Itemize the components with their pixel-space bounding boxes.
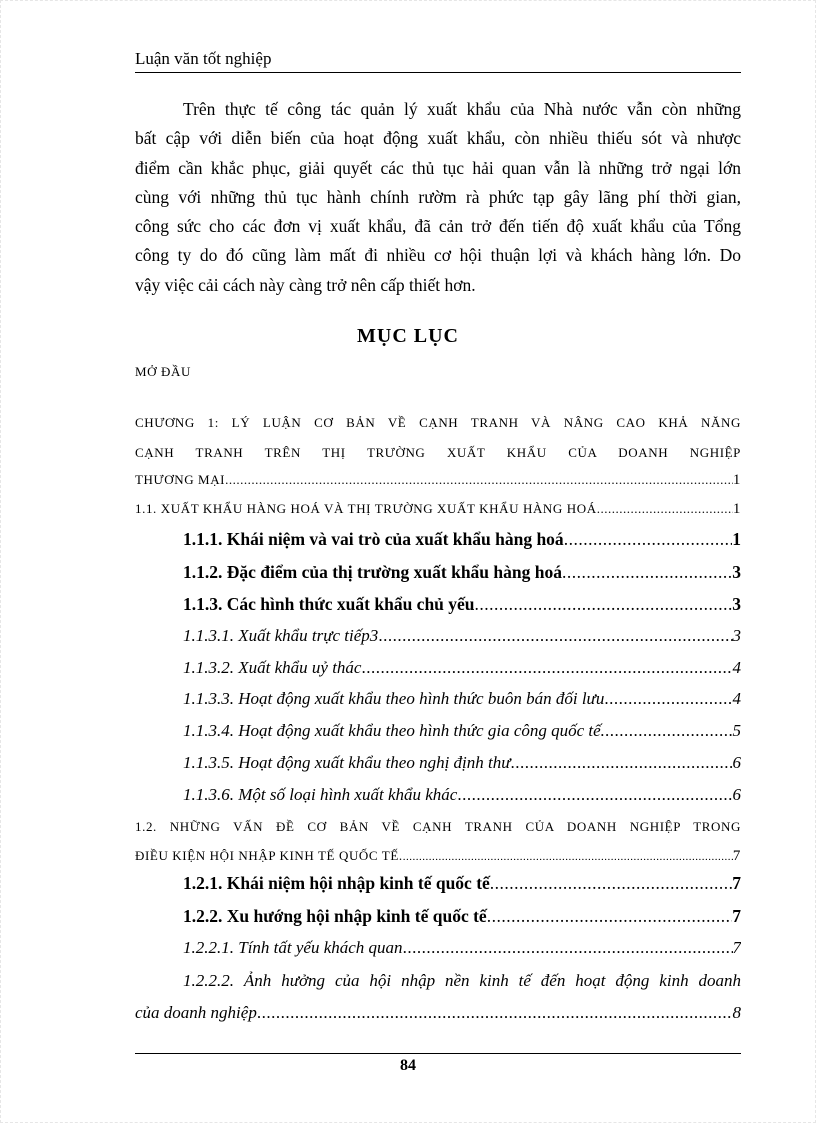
toc-entry-1-2-1[interactable]: 1.2.1. Khái niệm hội nhập kinh tế quốc tế ..... 7	[183, 873, 741, 894]
page-number: 84	[400, 1057, 416, 1074]
toc-entry-1-1-2[interactable]: 1.1.2. Đặc điểm của thị trường xuất khẩu hàng hoá ..... 3	[183, 562, 741, 583]
toc-title: MỤC LỤC	[357, 325, 459, 347]
toc-entry-1-1-3-4[interactable]: 1.1.3.4. Hoạt động xuất khẩu theo hình thức gia công quốc tế. ..... 5	[183, 721, 741, 741]
toc-entry-1-2-2-2-line1[interactable]: 1.2.2.2. Ảnh hưởng của hội nhập nền kinh tế đến hoạt động kinh doanh	[183, 971, 741, 990]
running-header: Luận văn tốt nghiệp	[135, 48, 741, 73]
toc-entry-1-1-3-2[interactable]: 1.1.3.2. Xuất khẩu uỷ thác ..... 4	[183, 658, 741, 678]
intro-line-2: bất cập với diễn biến của hoạt động xuất khẩu, còn nhiều thiếu sót và nhược	[135, 128, 741, 149]
intro-line-6: công ty do đó cũng làm mất đi nhiều cơ hội thuận lợi và khách hàng lớn. Do	[135, 245, 741, 266]
footer-rule	[135, 1053, 741, 1054]
intro-line-3: điểm cần khắc phục, giải quyết các thủ tục hải quan vẫn là những trở ngại lớn	[135, 157, 741, 178]
toc-entry-1-2-line2[interactable]: ĐIỀU KIỆN HỘI NHẬP KINH TẾ QUỐC TẾ. ..... 7	[135, 848, 741, 865]
toc-entry-1-2-2-2-line2[interactable]: của doanh nghiệp ..... 8	[135, 1003, 741, 1023]
toc-entry-1-2-line1[interactable]: 1.2. NHỮNG VẤN ĐỀ CƠ BẢN VỀ CẠNH TRANH CỦA DOANH NGHIỆP TRONG	[135, 819, 741, 834]
toc-entry-1-1-3-5[interactable]: 1.1.3.5. Hoạt động xuất khẩu theo nghị định thư ..... 6	[183, 753, 741, 773]
intro-line-5: công sức cho các đơn vị xuất khẩu, đã cản trở đến tiến độ xuất khẩu của Tổng	[135, 216, 741, 237]
intro-line-1: Trên thực tế công tác quản lý xuất khẩu của Nhà nước vẫn còn những	[183, 99, 741, 119]
toc-chuong1-line1[interactable]: CHƯƠNG 1: LÝ LUẬN CƠ BẢN VỀ CẠNH TRANH VÀ NÂNG CAO KHẢ NĂNG	[135, 415, 741, 430]
toc-entry-1-1-3-6[interactable]: 1.1.3.6. Một số loại hình xuất khẩu khác ..... 6	[183, 785, 741, 805]
toc-chuong1-line3[interactable]: THƯƠNG MẠI ..... 1	[135, 472, 741, 489]
toc-chuong1-line2[interactable]: CẠNH TRANH TRÊN THỊ TRƯỜNG XUẤT KHẨU CỦA DOANH NGHIỆP	[135, 445, 741, 460]
toc-entry-1-1-3-1[interactable]: 1.1.3.1. Xuất khẩu trực tiếp3 ..... 3	[183, 626, 741, 646]
toc-entry-1-1-3-3[interactable]: 1.1.3.3. Hoạt động xuất khẩu theo hình thức buôn bán đối lưu ..... 4	[183, 689, 741, 709]
toc-entry-1-2-2[interactable]: 1.2.2. Xu hướng hội nhập kinh tế quốc tế ..... 7	[183, 906, 741, 927]
toc-entry-1-1[interactable]: 1.1. XUẤT KHẨU HÀNG HOÁ VÀ THỊ TRƯỜNG XUẤT KHẨU HÀNG HOÁ ..... 1	[135, 501, 741, 518]
toc-entry-1-1-3[interactable]: 1.1.3. Các hình thức xuất khẩu chủ yếu ..... 3	[183, 594, 741, 615]
toc-entry-1-2-2-1[interactable]: 1.2.2.1. Tính tất yếu khách quan ..... 7	[183, 938, 741, 958]
toc-entry-1-1-1[interactable]: 1.1.1. Khái niệm và vai trò của xuất khẩu hàng hoá ..... 1	[183, 529, 741, 550]
intro-paragraph	[135, 95, 741, 300]
intro-line-4: cùng với những thủ tục hành chính rườm rà phức tạp gây lãng phí thời gian,	[135, 186, 741, 207]
intro-line-7: vậy việc cải cách này càng trở nên cấp thiết hơn.	[135, 274, 476, 295]
toc-mo-dau[interactable]: MỞ ĐẦU	[135, 364, 191, 379]
